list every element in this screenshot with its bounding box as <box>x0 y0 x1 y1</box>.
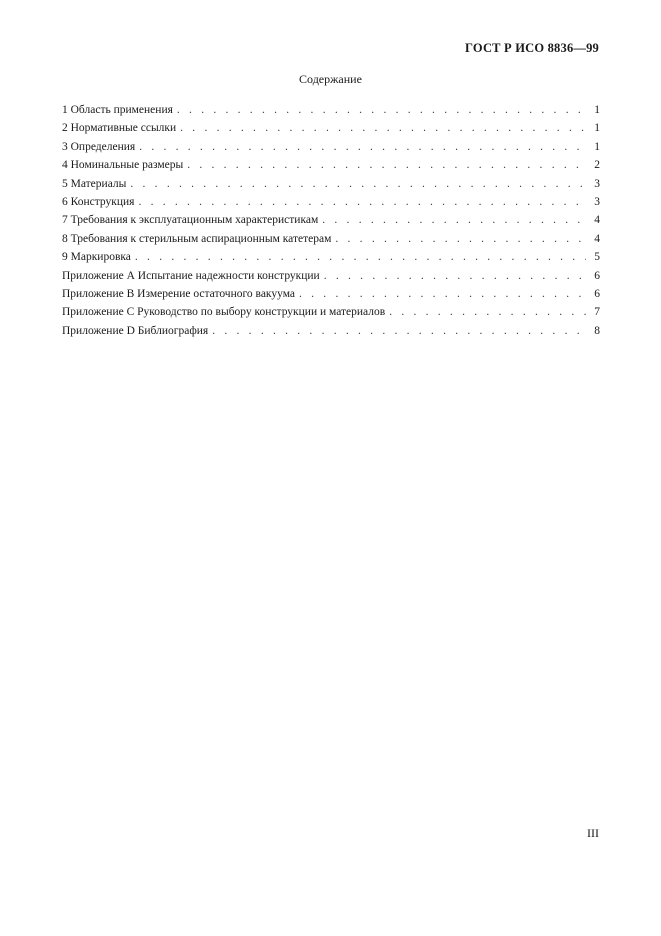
toc-entry <box>62 119 600 137</box>
toc-entry-page: 3 <box>594 177 600 190</box>
toc-entry-label: 4 Номинальные размеры <box>62 159 184 172</box>
toc-leader-dots <box>389 303 586 321</box>
toc-entry-page: 2 <box>594 159 600 172</box>
toc-entry-label: 2 Нормативные ссылки <box>62 122 177 135</box>
toc-entry <box>62 230 600 248</box>
toc-entry <box>62 248 600 266</box>
toc-entry <box>62 322 600 340</box>
toc-entry-label: Приложение А Испытание надежности конструкции <box>62 269 320 282</box>
toc-entry-page: 6 <box>594 269 600 282</box>
toc-leader-dots <box>130 175 586 193</box>
toc-leader-dots <box>138 193 586 211</box>
table-of-contents <box>62 101 600 340</box>
toc-title: Содержание <box>299 72 362 86</box>
page-number: III <box>587 826 599 840</box>
toc-leader-dots <box>187 156 586 174</box>
toc-entry <box>62 156 600 174</box>
toc-leader-dots <box>335 230 586 248</box>
toc-leader-dots <box>299 285 586 303</box>
toc-leader-dots <box>177 101 586 119</box>
toc-entry-label: 1 Область применения <box>62 104 173 116</box>
toc-entry <box>62 193 600 211</box>
toc-leader-dots <box>322 211 586 229</box>
toc-entry-page: 7 <box>594 306 600 319</box>
toc-entry-label: 3 Определения <box>62 140 136 153</box>
toc-entry-page: 1 <box>594 104 600 116</box>
toc-entry-label: 6 Конструкция <box>62 195 135 208</box>
toc-leader-dots <box>324 267 586 285</box>
toc-entry-label: Приложение В Измерение остаточного вакуума <box>62 287 295 300</box>
toc-entry-label: Приложение С Руководство по выбору конструкции и материалов <box>62 306 386 319</box>
toc-entry-page: 6 <box>594 287 600 300</box>
toc-entry-page: 5 <box>594 251 600 264</box>
toc-entry-page: 4 <box>594 214 600 227</box>
toc-entry <box>62 101 600 119</box>
document-code: ГОСТ Р ИСО 8836—99 <box>465 41 599 55</box>
toc-entry-label: 7 Требования к эксплуатационным характеристикам <box>62 214 319 227</box>
toc-entry <box>62 138 600 156</box>
toc-leader-dots <box>135 248 586 266</box>
toc-entry <box>62 175 600 193</box>
toc-leader-dots <box>212 322 586 340</box>
toc-leader-dots <box>139 138 586 156</box>
toc-entry-page: 3 <box>594 195 600 208</box>
toc-entry-label: Приложение D Библиография <box>62 324 209 337</box>
toc-entry-page: 1 <box>594 122 600 135</box>
toc-leader-dots <box>180 119 586 137</box>
toc-entry <box>62 211 600 229</box>
toc-entry-page: 4 <box>594 232 600 245</box>
toc-entry-page: 1 <box>594 140 600 153</box>
toc-entry <box>62 267 600 285</box>
toc-entry-page: 8 <box>594 324 600 337</box>
toc-entry <box>62 285 600 303</box>
toc-entry <box>62 303 600 321</box>
toc-entry-label: 9 Маркировка <box>62 251 131 264</box>
toc-entry-label: 5 Материалы <box>62 177 127 190</box>
toc-entry-label: 8 Требования к стерильным аспирационным катетерам <box>62 232 332 245</box>
